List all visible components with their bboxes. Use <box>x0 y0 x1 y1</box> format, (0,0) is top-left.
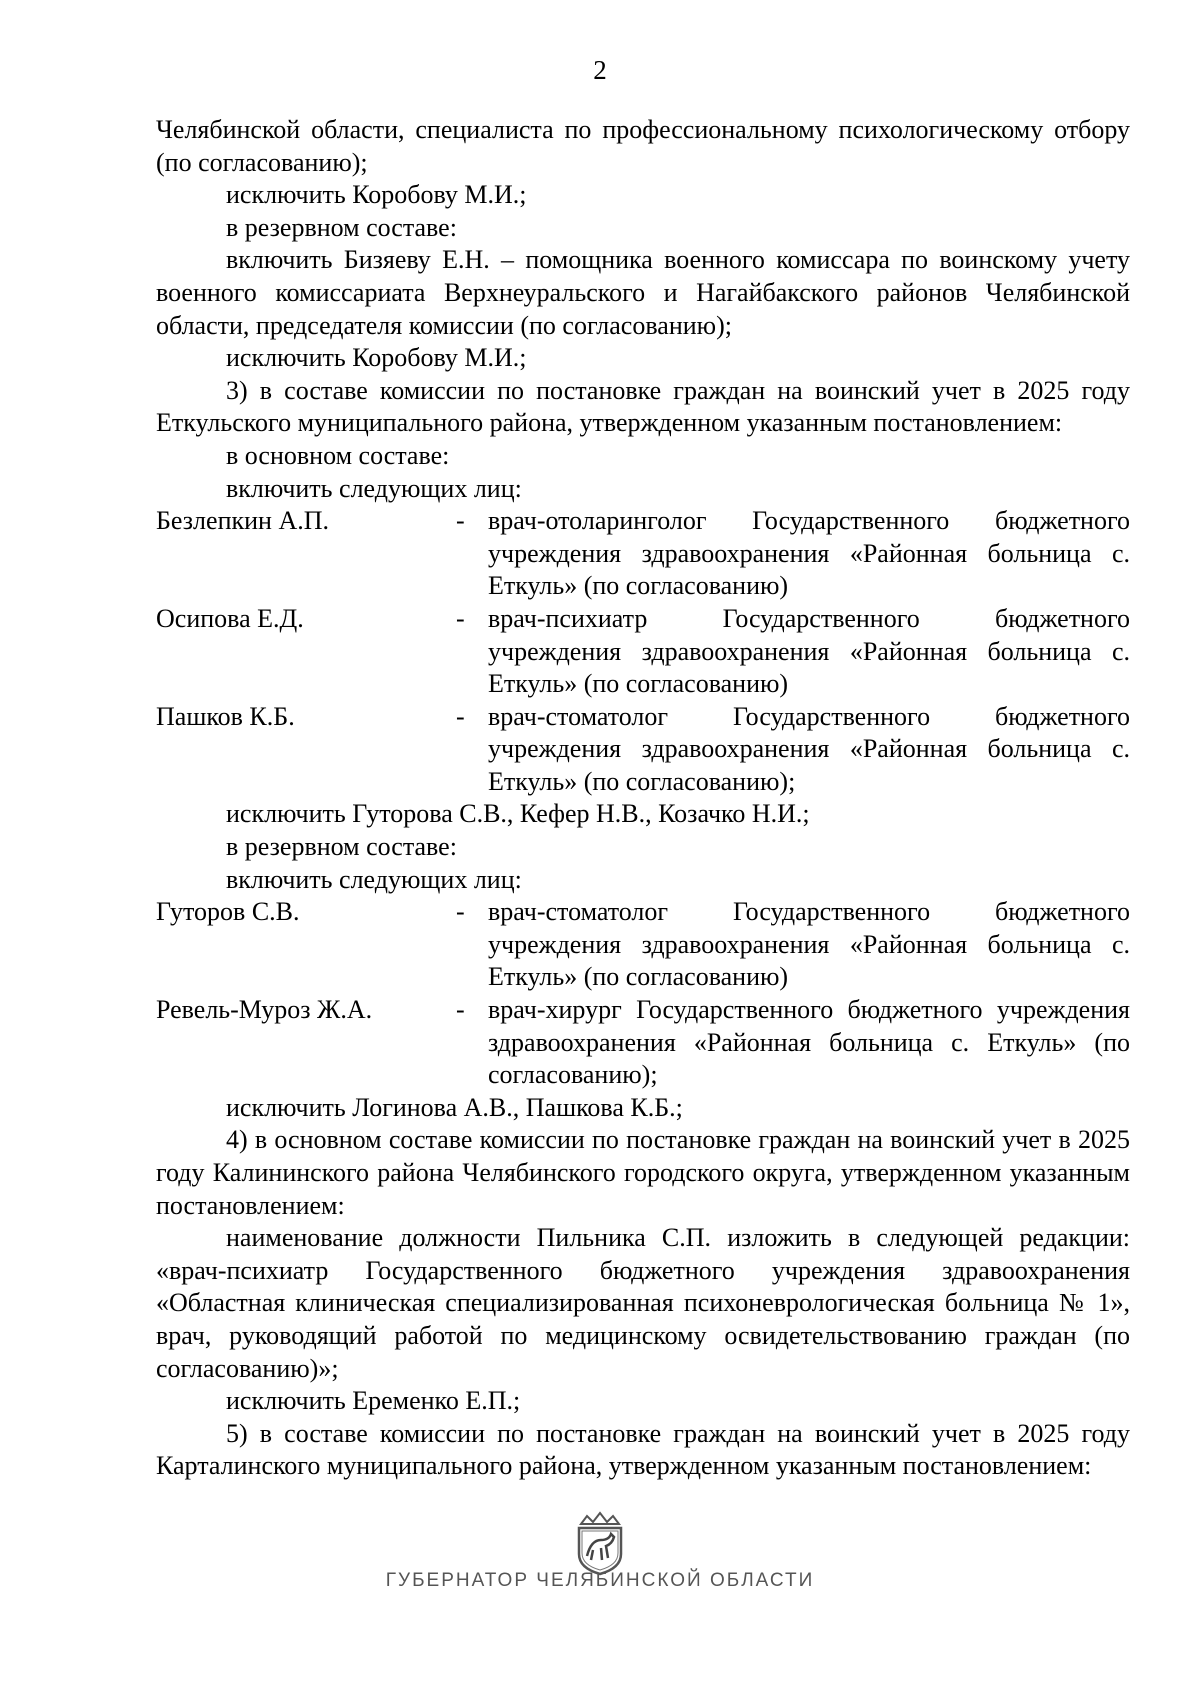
member-dash: - <box>456 701 465 731</box>
member-dash: - <box>456 897 465 927</box>
member-name: Ревель-Муроз Ж.А. <box>156 995 373 1025</box>
member-row <box>156 896 1130 994</box>
paragraph: включить Бизяеву Е.Н. – помощника военного комиссара по воинскому учету военного комиссариата Верхнеуральского и Нагайбакского районов Челябинской области, председателя комиссии (по согласованию); <box>156 245 1130 340</box>
paragraph: 3) в составе комиссии по постановке граждан на воинский учет в 2025 году Еткульского муниципального района, утвержденном указанным постановлением: <box>156 375 1130 438</box>
member-row <box>156 701 1130 799</box>
member-name: Осипова Е.Д. <box>156 603 304 633</box>
paragraph: в основном составе: <box>226 440 450 470</box>
paragraph: в резервном составе: <box>226 832 457 862</box>
member-name: Гуторов С.В. <box>156 897 300 927</box>
paragraphs-bottom <box>156 1092 1130 1483</box>
member-description: врач-стоматолог Государственного бюджетного учреждения здравоохранения «Районная больница с. Еткуль» (по согласованию) <box>488 897 1130 992</box>
paragraph: включить следующих лиц: <box>226 864 522 894</box>
paragraph: включить следующих лиц: <box>226 473 522 503</box>
paragraph: исключить Коробову М.И.; <box>226 343 527 373</box>
page-number: 2 <box>593 55 607 85</box>
member-dash: - <box>456 506 465 536</box>
member-description: врач-стоматолог Государственного бюджетного учреждения здравоохранения «Районная больница с. Еткуль» (по согласованию); <box>488 701 1130 796</box>
paragraph: в резервном составе: <box>226 212 457 242</box>
member-row <box>156 505 1130 603</box>
member-name: Пашков К.Б. <box>156 701 295 731</box>
member-description: врач-отоларинголог Государственного бюджетного учреждения здравоохранения «Районная больница с. Еткуль» (по согласованию) <box>488 506 1130 601</box>
paragraph: исключить Гуторова С.В., Кефер Н.В., Козачко Н.И.; <box>226 799 810 829</box>
member-row <box>156 994 1130 1092</box>
paragraph: исключить Логинова А.В., Пашкова К.Б.; <box>226 1092 683 1122</box>
member-dash: - <box>456 603 465 633</box>
paragraph: 4) в основном составе комиссии по постановке граждан на воинский учет в 2025 году Калининского района Челябинского городского округа, утвержденном указанным постановлением: <box>156 1125 1130 1220</box>
members-reserve-list <box>156 896 1130 1092</box>
member-description: врач-психиатр Государственного бюджетного учреждения здравоохранения «Районная больница с. Еткуль» (по согласованию) <box>488 603 1130 699</box>
member-row <box>156 603 1130 701</box>
member-description: врач-хирург Государственного бюджетного учреждения здравоохранения «Районная больница с. Еткуль» (по согласованию); <box>488 995 1130 1090</box>
paragraph: исключить Еременко Е.П.; <box>226 1386 521 1416</box>
member-name: Безлепкин А.П. <box>156 506 329 536</box>
coat-of-arms-icon <box>571 1510 629 1576</box>
document-body <box>156 114 1130 1483</box>
member-dash: - <box>456 995 465 1025</box>
members-main-list <box>156 505 1130 798</box>
paragraphs-mid <box>156 798 1130 896</box>
paragraph: исключить Коробову М.И.; <box>226 180 527 210</box>
paragraph: 5) в составе комиссии по постановке граждан на воинский учет в 2025 году Карталинского муниципального района, утвержденном указанным постановлением: <box>156 1418 1130 1481</box>
paragraph: наименование должности Пильника С.П. изложить в следующей редакции: «врач-психиатр Государственного бюджетного учреждения здравоохранения «Областная клиническая специализированная психоневрологическая больница № 1», врач, руководящий работой по медицинскому освидетельствованию граждан (по согласованию)»; <box>156 1223 1130 1383</box>
paragraphs-top <box>156 114 1130 505</box>
footer-text: ГУБЕРНАТОР ЧЕЛЯБИНСКОЙ ОБЛАСТИ <box>385 1570 815 1591</box>
paragraph: Челябинской области, специалиста по профессиональному психологическому отбору (по согласованию); <box>156 115 1130 177</box>
